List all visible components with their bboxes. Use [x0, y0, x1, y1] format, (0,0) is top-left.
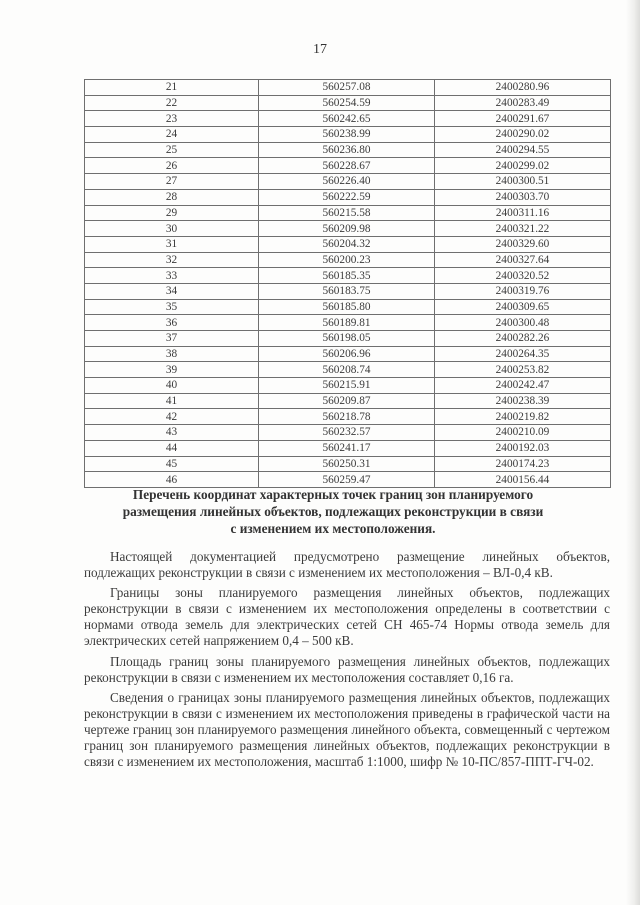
point-number-cell: 43 — [85, 425, 259, 441]
point-number-cell: 35 — [85, 299, 259, 315]
x-coordinate-cell: 560185.80 — [259, 299, 435, 315]
y-coordinate-cell: 2400290.02 — [435, 127, 611, 143]
y-coordinate-cell: 2400210.09 — [435, 425, 611, 441]
table-row — [85, 456, 611, 472]
y-coordinate-cell: 2400291.67 — [435, 111, 611, 127]
x-coordinate-cell: 560209.98 — [259, 221, 435, 237]
table-row — [85, 111, 611, 127]
section-body — [84, 549, 610, 774]
table-row — [85, 142, 611, 158]
x-coordinate-cell: 560228.67 — [259, 158, 435, 174]
paragraph-drawing-info: Сведения о границах зоны планируемого размещения линейных объектов, подлежащих реконструкции в связи с изменением их местоположения приведены в графической части на чертеже границ зон планируемого размещения линейного объекта, совмещенный с чертежом границ зон планируемого размещения линейных объектов, подлежащих реконструкции в связи с изменением их местоположения, масштаб 1:1000, шифр № 10-ПС/857-ППТ-ГЧ-02. — [84, 689, 610, 770]
table-row — [85, 440, 611, 456]
x-coordinate-cell: 560198.05 — [259, 331, 435, 347]
y-coordinate-cell: 2400299.02 — [435, 158, 611, 174]
x-coordinate-cell: 560232.57 — [259, 425, 435, 441]
table-row — [85, 95, 611, 111]
y-coordinate-cell: 2400319.76 — [435, 283, 611, 299]
page-number: 17 — [313, 42, 327, 57]
y-coordinate-cell: 2400219.82 — [435, 409, 611, 425]
table-row — [85, 346, 611, 362]
y-coordinate-cell: 2400300.51 — [435, 174, 611, 190]
point-number-cell: 27 — [85, 174, 259, 190]
point-number-cell: 40 — [85, 378, 259, 394]
x-coordinate-cell: 560242.65 — [259, 111, 435, 127]
x-coordinate-cell: 560238.99 — [259, 127, 435, 143]
y-coordinate-cell: 2400283.49 — [435, 95, 611, 111]
table-row — [85, 174, 611, 190]
coordinates-table-body — [85, 80, 611, 488]
table-row — [85, 236, 611, 252]
x-coordinate-cell: 560257.08 — [259, 80, 435, 96]
x-coordinate-cell: 560200.23 — [259, 252, 435, 268]
section-heading-line: с изменением их местоположения. — [230, 521, 436, 536]
point-number-cell: 28 — [85, 189, 259, 205]
point-number-cell: 21 — [85, 80, 259, 96]
y-coordinate-cell: 2400311.16 — [435, 205, 611, 221]
y-coordinate-cell: 2400329.60 — [435, 236, 611, 252]
point-number-cell: 32 — [85, 252, 259, 268]
y-coordinate-cell: 2400320.52 — [435, 268, 611, 284]
point-number-cell: 38 — [85, 346, 259, 362]
x-coordinate-cell: 560236.80 — [259, 142, 435, 158]
y-coordinate-cell: 2400192.03 — [435, 440, 611, 456]
table-row — [85, 409, 611, 425]
y-coordinate-cell: 2400282.26 — [435, 331, 611, 347]
y-coordinate-cell: 2400264.35 — [435, 346, 611, 362]
point-number-cell: 24 — [85, 127, 259, 143]
section-heading — [60, 486, 606, 537]
x-coordinate-cell: 560226.40 — [259, 174, 435, 190]
y-coordinate-cell: 2400238.39 — [435, 393, 611, 409]
section-heading-line: размещения линейных объектов, подлежащих реконструкции в связи — [122, 504, 544, 519]
x-coordinate-cell: 560222.59 — [259, 189, 435, 205]
paragraph-area: Площадь границ зоны планируемого размещения линейных объектов, подлежащих реконструкции в связи с изменением их местоположения составляет 0,16 га. — [84, 653, 610, 685]
y-coordinate-cell: 2400321.22 — [435, 221, 611, 237]
x-coordinate-cell: 560206.96 — [259, 346, 435, 362]
table-row — [85, 221, 611, 237]
x-coordinate-cell: 560209.87 — [259, 393, 435, 409]
y-coordinate-cell: 2400174.23 — [435, 456, 611, 472]
point-number-cell: 26 — [85, 158, 259, 174]
table-row — [85, 205, 611, 221]
paragraph-documentation: Настоящей документацией предусмотрено размещение линейных объектов, подлежащих реконструкции в связи с изменением их местоположения – ВЛ-0,4 кВ. — [84, 549, 610, 581]
x-coordinate-cell: 560215.58 — [259, 205, 435, 221]
x-coordinate-cell: 560250.31 — [259, 456, 435, 472]
point-number-cell: 42 — [85, 409, 259, 425]
point-number-cell: 46 — [85, 472, 259, 488]
table-row — [85, 393, 611, 409]
y-coordinate-cell: 2400303.70 — [435, 189, 611, 205]
x-coordinate-cell: 560215.91 — [259, 378, 435, 394]
table-row — [85, 362, 611, 378]
x-coordinate-cell: 560185.35 — [259, 268, 435, 284]
table-row — [85, 189, 611, 205]
y-coordinate-cell: 2400242.47 — [435, 378, 611, 394]
point-number-cell: 31 — [85, 236, 259, 252]
table-row — [85, 127, 611, 143]
y-coordinate-cell: 2400294.55 — [435, 142, 611, 158]
x-coordinate-cell: 560208.74 — [259, 362, 435, 378]
point-number-cell: 36 — [85, 315, 259, 331]
y-coordinate-cell: 2400309.65 — [435, 299, 611, 315]
x-coordinate-cell: 560254.59 — [259, 95, 435, 111]
y-coordinate-cell: 2400253.82 — [435, 362, 611, 378]
x-coordinate-cell: 560189.81 — [259, 315, 435, 331]
y-coordinate-cell: 2400300.48 — [435, 315, 611, 331]
table-row — [85, 80, 611, 96]
paragraph-boundaries: Границы зоны планируемого размещения линейных объектов, подлежащих реконструкции в связи с изменением их местоположения определены в соответствии с нормами отвода земель для электрических сетей СН 465-74 Нормы отвода земель для электрических сетей напряжением 0,4 – 500 кВ. — [84, 585, 610, 649]
point-number-cell: 37 — [85, 331, 259, 347]
page-edge-shadow — [626, 0, 640, 905]
point-number-cell: 39 — [85, 362, 259, 378]
point-number-cell: 41 — [85, 393, 259, 409]
x-coordinate-cell: 560204.32 — [259, 236, 435, 252]
point-number-cell: 25 — [85, 142, 259, 158]
point-number-cell: 22 — [85, 95, 259, 111]
point-number-cell: 23 — [85, 111, 259, 127]
table-row — [85, 268, 611, 284]
x-coordinate-cell: 560259.47 — [259, 472, 435, 488]
y-coordinate-cell: 2400327.64 — [435, 252, 611, 268]
table-row — [85, 425, 611, 441]
point-number-cell: 33 — [85, 268, 259, 284]
x-coordinate-cell: 560183.75 — [259, 283, 435, 299]
section-heading-line: Перечень координат характерных точек границ зон планируемого — [132, 487, 534, 502]
table-row — [85, 252, 611, 268]
table-row — [85, 331, 611, 347]
point-number-cell: 45 — [85, 456, 259, 472]
table-row — [85, 315, 611, 331]
y-coordinate-cell: 2400156.44 — [435, 472, 611, 488]
table-row — [85, 158, 611, 174]
point-number-cell: 30 — [85, 221, 259, 237]
coordinates-table — [84, 79, 611, 488]
table-row — [85, 299, 611, 315]
point-number-cell: 34 — [85, 283, 259, 299]
table-row — [85, 283, 611, 299]
point-number-cell: 44 — [85, 440, 259, 456]
x-coordinate-cell: 560218.78 — [259, 409, 435, 425]
point-number-cell: 29 — [85, 205, 259, 221]
x-coordinate-cell: 560241.17 — [259, 440, 435, 456]
y-coordinate-cell: 2400280.96 — [435, 80, 611, 96]
table-row — [85, 378, 611, 394]
